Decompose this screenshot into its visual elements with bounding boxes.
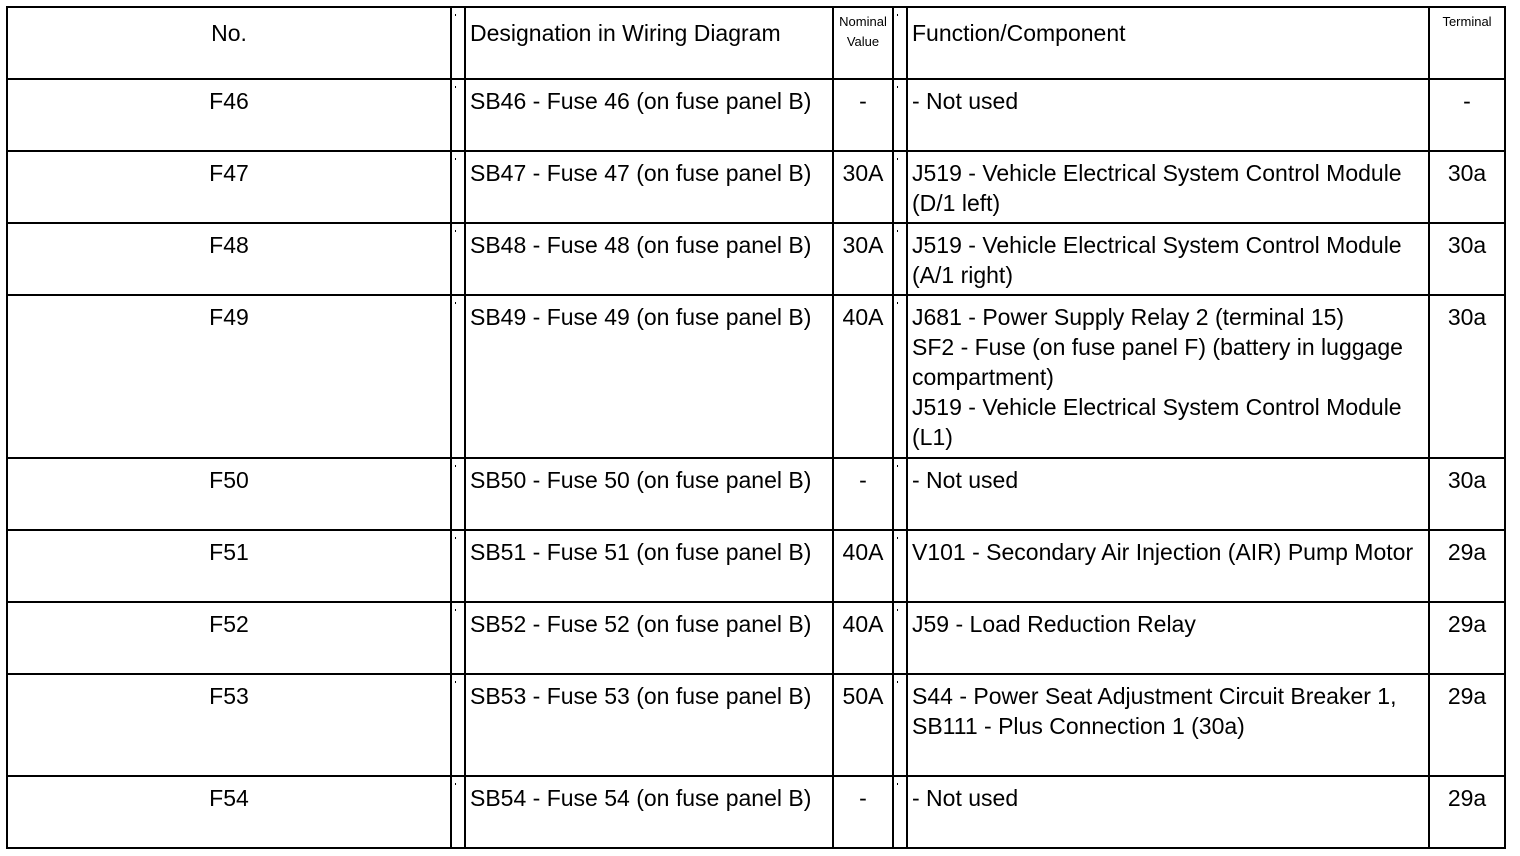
header-function: Function/Component bbox=[907, 7, 1429, 79]
header-row bbox=[7, 7, 1505, 79]
function-cell bbox=[907, 602, 1429, 674]
terminal-cell: 29a bbox=[1429, 602, 1505, 674]
column-separator bbox=[451, 151, 465, 223]
designation-cell: SB52 - Fuse 52 (on fuse panel B) bbox=[465, 602, 833, 674]
designation-cell: SB47 - Fuse 47 (on fuse panel B) bbox=[465, 151, 833, 223]
designation-cell: SB46 - Fuse 46 (on fuse panel B) bbox=[465, 79, 833, 151]
column-separator bbox=[451, 674, 465, 776]
terminal-cell: 29a bbox=[1429, 674, 1505, 776]
function-cell bbox=[907, 223, 1429, 295]
nominal-value-cell: 40A bbox=[833, 295, 893, 458]
fuse-number: F52 bbox=[7, 602, 451, 674]
designation-cell: SB53 - Fuse 53 (on fuse panel B) bbox=[465, 674, 833, 776]
table-row bbox=[7, 530, 1505, 602]
terminal-cell: 30a bbox=[1429, 295, 1505, 458]
header-terminal: Terminal bbox=[1429, 7, 1505, 79]
function-line: J59 - Load Reduction Relay bbox=[912, 611, 1196, 637]
fuse-number: F54 bbox=[7, 776, 451, 848]
nominal-value-cell: - bbox=[833, 79, 893, 151]
column-separator bbox=[893, 458, 907, 530]
terminal-cell: - bbox=[1429, 79, 1505, 151]
column-separator bbox=[451, 223, 465, 295]
nominal-value-cell: 30A bbox=[833, 151, 893, 223]
column-separator bbox=[451, 79, 465, 151]
designation-cell: SB48 - Fuse 48 (on fuse panel B) bbox=[465, 223, 833, 295]
column-separator bbox=[893, 530, 907, 602]
nominal-value-cell: 30A bbox=[833, 223, 893, 295]
function-cell bbox=[907, 776, 1429, 848]
table-row bbox=[7, 602, 1505, 674]
column-separator bbox=[893, 602, 907, 674]
terminal-cell: 30a bbox=[1429, 458, 1505, 530]
column-separator bbox=[893, 776, 907, 848]
fuse-number: F53 bbox=[7, 674, 451, 776]
fuse-number: F50 bbox=[7, 458, 451, 530]
terminal-cell: 30a bbox=[1429, 223, 1505, 295]
header-no: No. bbox=[7, 7, 451, 79]
column-separator bbox=[893, 223, 907, 295]
function-line: S44 - Power Seat Adjustment Circuit Breaker 1, bbox=[912, 683, 1397, 709]
nominal-value-cell: 50A bbox=[833, 674, 893, 776]
terminal-cell: 30a bbox=[1429, 151, 1505, 223]
nominal-value-cell: - bbox=[833, 458, 893, 530]
table-row bbox=[7, 674, 1505, 776]
function-cell bbox=[907, 458, 1429, 530]
fuse-number: F48 bbox=[7, 223, 451, 295]
function-line: J519 - Vehicle Electrical System Control Module (D/1 left) bbox=[912, 160, 1408, 216]
table-body bbox=[7, 79, 1505, 848]
column-separator bbox=[451, 530, 465, 602]
function-cell bbox=[907, 674, 1429, 776]
function-cell bbox=[907, 295, 1429, 458]
column-separator bbox=[451, 7, 465, 79]
header-designation: Designation in Wiring Diagram bbox=[465, 7, 833, 79]
function-line: SB111 - Plus Connection 1 (30a) bbox=[912, 713, 1245, 739]
fuse-number: F51 bbox=[7, 530, 451, 602]
fuse-number: F49 bbox=[7, 295, 451, 458]
function-line: - Not used bbox=[912, 467, 1019, 493]
designation-cell: SB54 - Fuse 54 (on fuse panel B) bbox=[465, 776, 833, 848]
function-line: - Not used bbox=[912, 785, 1019, 811]
column-separator bbox=[893, 151, 907, 223]
table-row bbox=[7, 79, 1505, 151]
function-line: - Not used bbox=[912, 88, 1019, 114]
designation-cell: SB51 - Fuse 51 (on fuse panel B) bbox=[465, 530, 833, 602]
designation-cell: SB50 - Fuse 50 (on fuse panel B) bbox=[465, 458, 833, 530]
column-separator bbox=[893, 79, 907, 151]
terminal-cell: 29a bbox=[1429, 776, 1505, 848]
column-separator bbox=[893, 674, 907, 776]
function-line: J519 - Vehicle Electrical System Control Module (L1) bbox=[912, 394, 1408, 450]
table-row bbox=[7, 776, 1505, 848]
fuse-table bbox=[6, 6, 1506, 849]
nominal-value-cell: - bbox=[833, 776, 893, 848]
function-line: J681 - Power Supply Relay 2 (terminal 15) bbox=[912, 304, 1345, 330]
designation-cell: SB49 - Fuse 49 (on fuse panel B) bbox=[465, 295, 833, 458]
fuse-number: F47 bbox=[7, 151, 451, 223]
function-cell bbox=[907, 79, 1429, 151]
column-separator bbox=[893, 7, 907, 79]
table-row bbox=[7, 295, 1505, 458]
function-line: J519 - Vehicle Electrical System Control Module (A/1 right) bbox=[912, 232, 1408, 288]
nominal-value-cell: 40A bbox=[833, 530, 893, 602]
fuse-number: F46 bbox=[7, 79, 451, 151]
table-row bbox=[7, 458, 1505, 530]
header-nominal-value: Nominal Value bbox=[833, 7, 893, 79]
function-cell bbox=[907, 530, 1429, 602]
function-line: SF2 - Fuse (on fuse panel F) (battery in luggage compartment) bbox=[912, 334, 1410, 390]
table-row bbox=[7, 223, 1505, 295]
table-row bbox=[7, 151, 1505, 223]
column-separator bbox=[451, 602, 465, 674]
nominal-value-cell: 40A bbox=[833, 602, 893, 674]
terminal-cell: 29a bbox=[1429, 530, 1505, 602]
column-separator bbox=[451, 458, 465, 530]
column-separator bbox=[893, 295, 907, 458]
function-cell bbox=[907, 151, 1429, 223]
function-line: V101 - Secondary Air Injection (AIR) Pump Motor bbox=[912, 539, 1414, 565]
column-separator bbox=[451, 776, 465, 848]
column-separator bbox=[451, 295, 465, 458]
